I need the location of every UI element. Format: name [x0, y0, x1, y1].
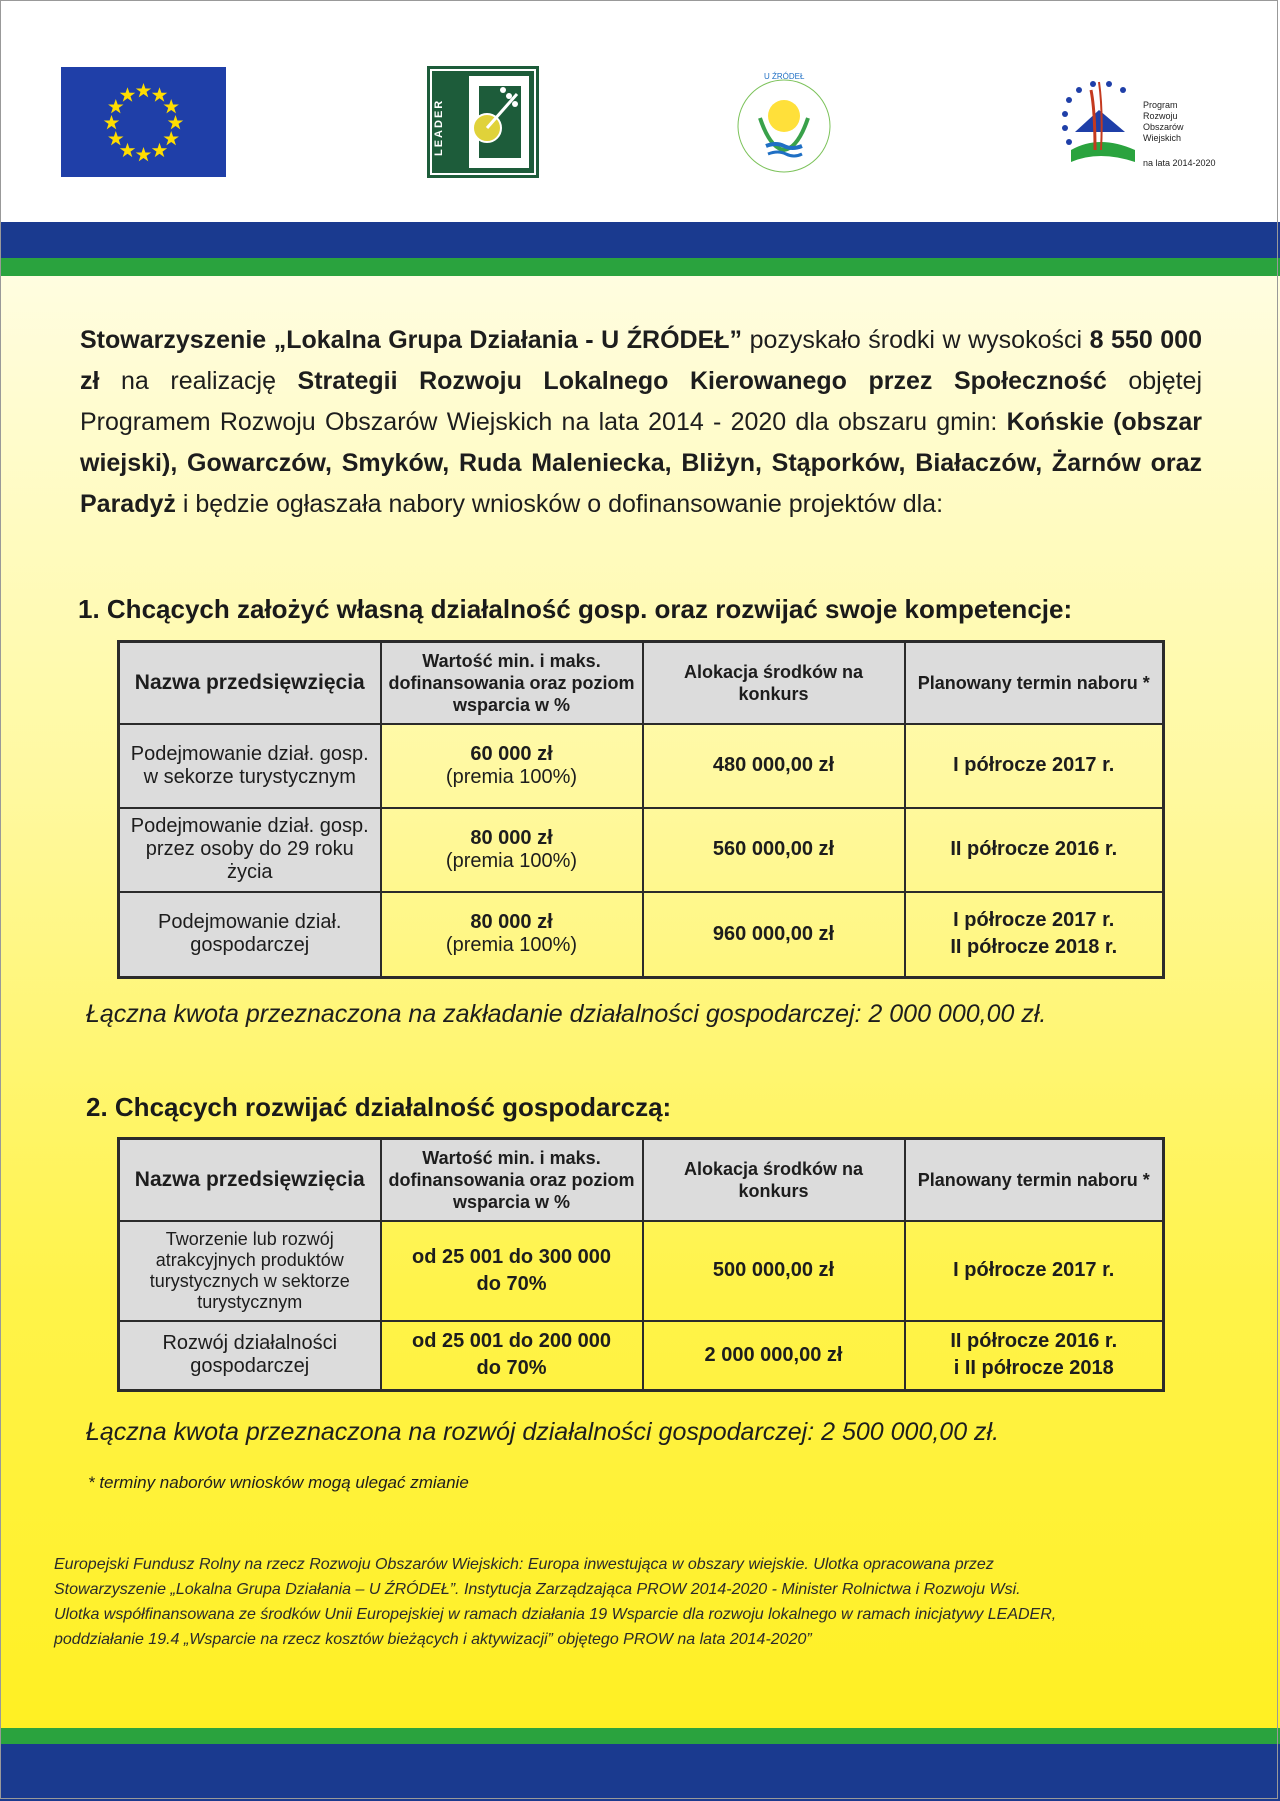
table-row [119, 1321, 1164, 1391]
section2-total: Łączna kwota przeznaczona na rozwój działalności gospodarczej: 2 500 000,00 zł. [86, 1418, 1000, 1446]
header-name: Nazwa przedsięwzięcia [119, 642, 381, 724]
header-term: Planowany termin naboru * [905, 1139, 1164, 1221]
header-value: Wartość min. i maks. dofinansowania oraz poziom wsparcia w % [381, 1139, 643, 1221]
row-name: Tworzenie lub rozwój atrakcyjnych produktów turystycznych w sektorze turystycznym [119, 1221, 381, 1321]
table-row [119, 724, 1164, 808]
table-row [119, 1221, 1164, 1321]
section2-title: 2. Chcących rozwijać działalność gospodarczą: [86, 1092, 672, 1122]
prow-text: Program Rozwoju Obszarów Wiejskich [1143, 100, 1184, 143]
row-alloc: 960 000,00 zł [643, 892, 905, 978]
prow-subtitle: na lata 2014-2020 [1143, 158, 1216, 168]
section1-title: 1. Chcących założyć własną działalność gosp. oraz rozwijać swoje kompetencje: [78, 594, 1073, 624]
eu-flag-icon [61, 67, 226, 177]
footer-line: Stowarzyszenie „Lokalna Grupa Działania – U ŹRÓDEŁ”. Instytucja Zarządzająca PROW 2014-2020 - Minister Rolnictwa i Rozwoju Wsi. [54, 1581, 1021, 1598]
footer-text [54, 1552, 1214, 1652]
leader-logo-icon [427, 66, 539, 178]
footnote: * terminy naborów wniosków mogą ulegać zmianie [88, 1473, 469, 1492]
row-name: Podejmowanie dział. gospodarczej [119, 892, 381, 978]
row-value: od 25 001 do 200 000 do 70% [381, 1321, 643, 1391]
table-header-row [119, 642, 1164, 724]
intro-paragraph: Stowarzyszenie „Lokalna Grupa Działania - U ŹRÓDEŁ” pozyskało środki w wysokości 8 550 000 zł na realizację Strategii Rozwoju Lokalnego Kierowanego przez Społeczność objętej Programem Rozwoju Obszarów Wiejskich na lata 2014 - 2020 dla obszaru gmin: Końskie (obszar wiejski), Gowarczów, Smyków, Ruda Maleniecka, Bliżyn, Stąporków, Białaczów, Żarnów oraz Paradyż i będzie ogłaszała nabory wniosków o dofinansowanie projektów dla: [80, 326, 1203, 518]
prow-logo-icon [1055, 70, 1245, 176]
bottom-blue-band [0, 1744, 1280, 1801]
row-name: Podejmowanie dział. gosp. przez osoby do 29 roku życia [119, 808, 381, 892]
row-name: Podejmowanie dział. gosp. w sekorze turystycznym [119, 724, 381, 808]
top-green-band [0, 258, 1280, 276]
leader-text: LEADER [433, 98, 445, 156]
row-term: I półrocze 2017 r. II półrocze 2018 r. [905, 892, 1164, 978]
row-value: 80 000 zł (premia 100%) [381, 892, 643, 978]
footer-line: Europejski Fundusz Rolny na rzecz Rozwoju Obszarów Wiejskich: Europa inwestująca w obszary wiejskie. Ulotka opracowana przez [54, 1556, 994, 1573]
top-blue-band [0, 222, 1280, 258]
header-alloc: Alokacja środków na konkurs [643, 642, 905, 724]
footer-line: poddziałanie 19.4 „Wsparcie na rzecz kosztów bieżących i aktywizacji” objętego PROW na lata 2014-2020” [54, 1631, 812, 1648]
row-alloc: 500 000,00 zł [643, 1221, 905, 1321]
row-alloc: 560 000,00 zł [643, 808, 905, 892]
section2-table [117, 1137, 1165, 1392]
table-row [119, 892, 1164, 978]
table-row [119, 808, 1164, 892]
bottom-green-band [0, 1728, 1280, 1744]
row-name: Rozwój działalności gospodarczej [119, 1321, 381, 1391]
header-alloc: Alokacja środków na konkurs [643, 1139, 905, 1221]
section1-total: Łączna kwota przeznaczona na zakładanie działalności gospodarczej: 2 000 000,00 zł. [86, 1000, 1047, 1028]
row-alloc: 2 000 000,00 zł [643, 1321, 905, 1391]
header-term: Planowany termin naboru * [905, 642, 1164, 724]
section1-table [117, 640, 1165, 979]
row-term: I półrocze 2017 r. [905, 724, 1164, 808]
row-value: 80 000 zł (premia 100%) [381, 808, 643, 892]
header-value: Wartość min. i maks. dofinansowania oraz poziom wsparcia w % [381, 642, 643, 724]
row-alloc: 480 000,00 zł [643, 724, 905, 808]
table-header-row [119, 1139, 1164, 1221]
lgd-top-text: U ŹRÓDEŁ [764, 72, 805, 81]
header [0, 0, 1280, 222]
row-value: od 25 001 do 300 000 do 70% [381, 1221, 643, 1321]
u-zrodel-logo-icon [730, 72, 838, 180]
header-name: Nazwa przedsięwzięcia [119, 1139, 381, 1221]
row-term: II półrocze 2016 r. [905, 808, 1164, 892]
row-value: 60 000 zł (premia 100%) [381, 724, 643, 808]
row-term: I półrocze 2017 r. [905, 1221, 1164, 1321]
row-term: II półrocze 2016 r. i II półrocze 2018 [905, 1321, 1164, 1391]
footer-line: Ulotka współfinansowana ze środków Unii Europejskiej w ramach działania 19 Wsparcie dla rozwoju lokalnego w ramach inicjatywy LEADER, [54, 1606, 1057, 1623]
